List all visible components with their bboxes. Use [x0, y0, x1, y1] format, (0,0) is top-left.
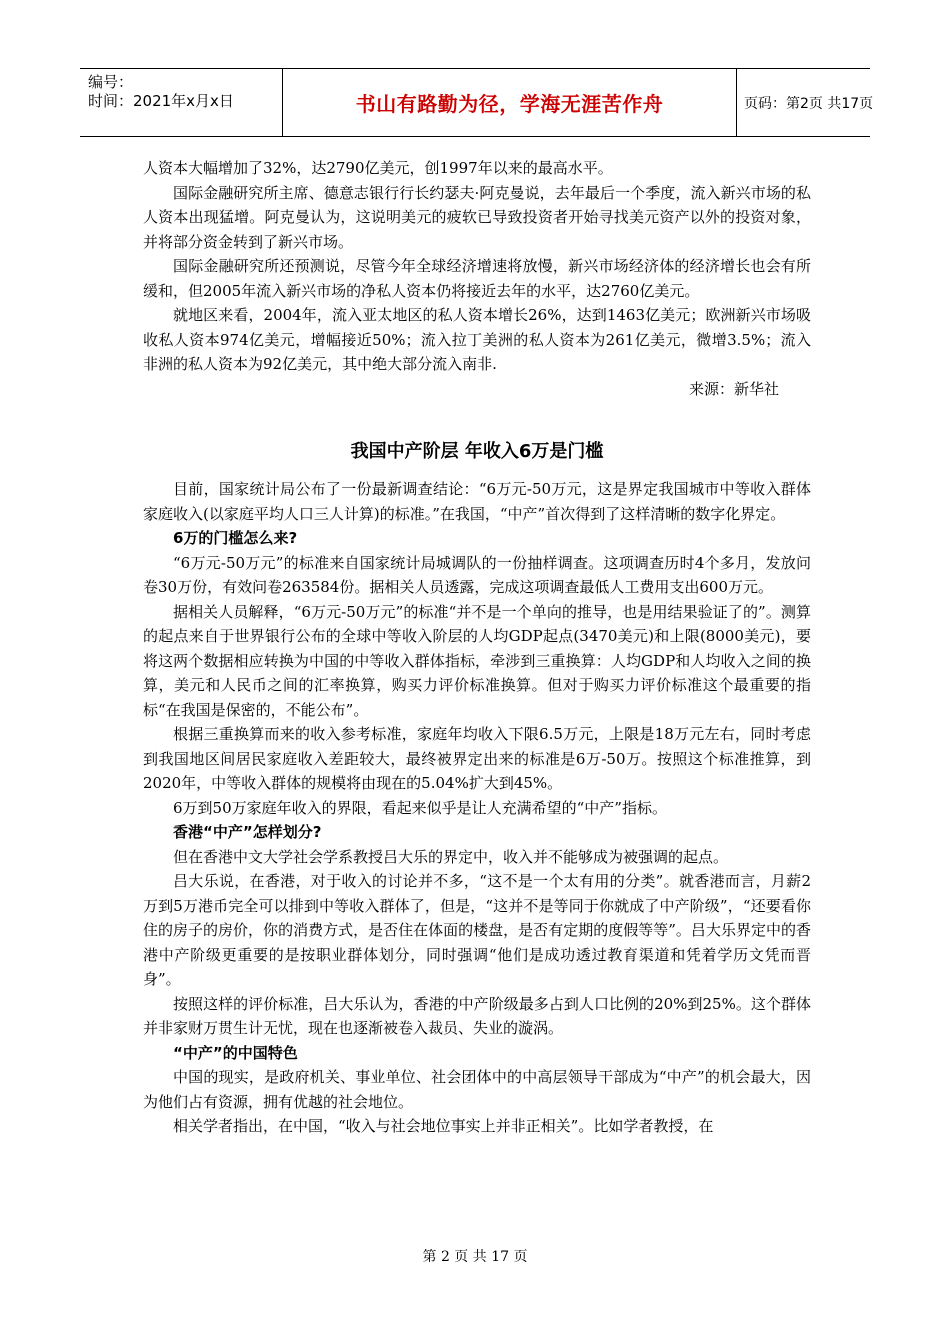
paragraph: 6万到50万家庭年收入的界限，看起来似乎是让人充满希望的“中产”指标。 — [173, 798, 667, 817]
header-meta-cell — [80, 69, 283, 136]
paragraph: 人资本大幅增加了32%，达2790亿美元，创1997年以来的最高水平。 — [143, 159, 613, 177]
paragraph: 根据三重换算而来的收入参考标准，家庭年均收入下限6.5万元，上限是18万元左右，同时考虑到我国地区间居民家庭收入差距较大，最终被界定出来的标准是6万-50万。按照这个标准推算，到2020年，中等收入群体的规模将由现在的5.04%扩大到45%。 — [143, 725, 811, 792]
header-motto: 书山有路勤为径，学海无涯苦作舟 — [283, 69, 737, 136]
paragraph: 就地区来看，2004年，流入亚太地区的私人资本增长26%，达到1463亿美元；欧洲新兴市场吸收私人资本974亿美元，增幅接近50%；流入拉丁美洲的私人资本为261亿美元，微增3.5%；流入非洲的私人资本为92亿美元，其中绝大部分流入南非. — [143, 306, 811, 373]
section-heading: 香港“中产”怎样划分? — [173, 823, 322, 841]
article-title: 我国中产阶层 年收入6万是门槛 — [350, 441, 604, 462]
paragraph: “6万元-50万元”的标准来自国家统计局城调队的一份抽样调查。这项调查历时4个多月，发放问卷30万份，有效问卷263584份。据相关人员透露，完成这项调查最低人工费用支出600万元。 — [143, 553, 811, 596]
paragraph: 吕大乐说，在香港，对于收入的讨论并不多，“这不是一个太有用的分类”。就香港而言，月薪2万到5万港币完全可以排到中等收入群体了，但是，“这并不是等同于你就成了中产阶级”，“还要看你住的房子的房价，你的消费方式，是否住在体面的楼盘，是否有定期的度假等等”。吕大乐界定中的香港中产阶级更重要的是按职业群体划分，同时强调“他们是成功透过教育渠道和凭着学历文凭而晋身”。 — [143, 872, 811, 988]
page-content — [143, 156, 811, 1139]
paragraph: 国际金融研究所主席、德意志银行行长约瑟夫·阿克曼说，去年最后一个季度，流入新兴市场的私人资本出现猛增。阿克曼认为，这说明美元的疲软已导致投资者开始寻找美元资产以外的投资对象，并将部分资金转到了新兴市场。 — [143, 183, 811, 251]
document-number-label: 编号： — [88, 73, 134, 91]
paragraph: 目前，国家统计局公布了一份最新调查结论：“6万元-50万元，这是界定我国城市中等收入群体家庭收入(以家庭平均人口三人计算)的标准。”在我国，“中产”首次得到了这样清晰的数字化界定。 — [143, 480, 811, 523]
page-footer: 第 2 页 共 17 页 — [422, 1249, 528, 1265]
paragraph: 相关学者指出，在中国，“收入与社会地位事实上并非正相关”。比如学者教授，在 — [173, 1117, 714, 1135]
paragraph: 据相关人员解释，“6万元-50万元”的标准“并不是一个单向的推导，也是用结果验证了的”。测算的起点来自于世界银行公布的全球中等收入阶层的人均GDP起点(3470美元)和上限(8000美元)，要将这两个数据相应转换为中国的中等收入群体指标，牵涉到三重换算：人均GDP和人均收入之间的换算，美元和人民币之间的汇率换算，购买力评价标准换算。但对于购买力评价标准这个最重要的指标“在我国是保密的，不能公布”。 — [143, 602, 811, 719]
section-heading: “中产”的中国特色 — [173, 1043, 298, 1062]
document-time-label: 时间：2021年x月x日 — [88, 92, 234, 110]
paragraph: 但在香港中文大学社会学系教授吕大乐的界定中，收入并不能够成为被强调的起点。 — [173, 847, 729, 866]
header-page-info: 页码：第2页 共17页 — [744, 95, 874, 112]
article-source: 来源：新华社 — [688, 379, 779, 398]
paragraph: 中国的现实，是政府机关、事业单位、社会团体中的中高层领导干部成为“中产”的机会最大，因为他们占有资源，拥有优越的社会地位。 — [143, 1068, 811, 1111]
section-heading: 6万的门槛怎么来? — [173, 529, 298, 547]
paragraph: 国际金融研究所还预测说，尽管今年全球经济增速将放慢，新兴市场经济体的经济增长也会有所缓和，但2005年流入新兴市场的净私人资本仍将接近去年的水平，达2760亿美元。 — [143, 257, 811, 300]
paragraph: 按照这样的评价标准，吕大乐认为，香港的中产阶级最多占到人口比例的20%到25%。这个群体并非家财万贯生计无忧，现在也逐渐被卷入裁员、失业的漩涡。 — [143, 994, 811, 1037]
document-header — [80, 68, 874, 137]
